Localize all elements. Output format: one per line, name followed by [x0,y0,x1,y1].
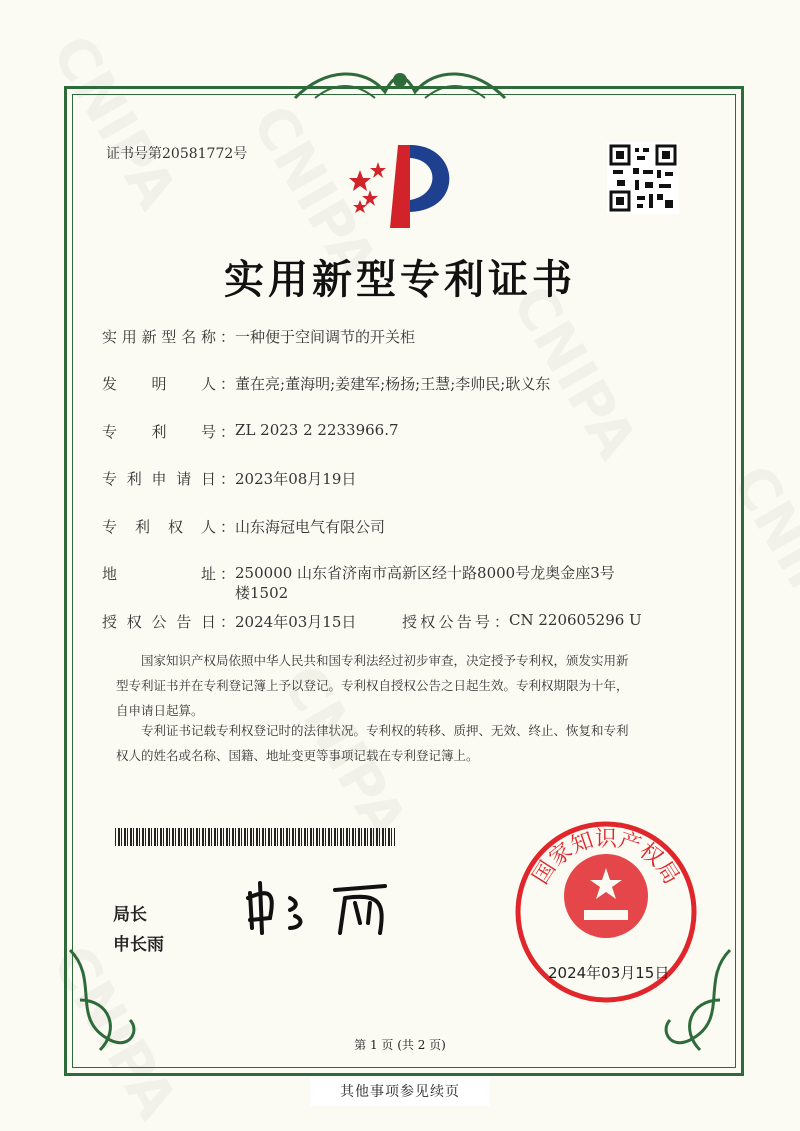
signatory-title: 局长 [113,905,147,925]
page-footer: 第 1 页 (共 2 页) [354,1038,446,1052]
signatory-name: 申长雨 [113,935,164,955]
barcode [115,828,395,846]
field-grant-date [102,611,356,632]
field-value [235,563,615,603]
field-label: 授权公告号 [402,613,490,631]
continuation-note: 其他事项参见续页 [310,1078,490,1106]
statement-paragraph: 专利证书记载专利权登记时的法律状况。专利权的转移、质押、无效、终止、恢复和专利权人的姓名或名称、国籍、地址变更等事项记载在专利登记簿上。 [116,723,629,763]
cnipa-logo [340,140,465,230]
field-inventors [102,373,550,394]
field-value: 2024年03月15日 [235,613,357,631]
field-value: 董在亮;董海明;姜建军;杨扬;王慧;李帅民;耿义东 [235,375,551,393]
field-sep: ： [220,565,236,583]
field-label: 专利权人 [102,518,216,536]
field-value: 2023年08月19日 [235,470,357,488]
certificate-number: 证书号第20581772号 [106,146,248,162]
field-sep: ： [220,613,236,631]
statement-paragraph: 国家知识产权局依照中华人民共和国专利法经过初步审查，决定授予专利权，颁发实用新型专利证书并在专利登记簿上予以登记。专利权自授权公告之日起生效。专利权期限为十年，自申请日起算。 [116,653,629,718]
field-sep: ： [220,375,236,393]
field-label: 授权公告日 [102,613,216,631]
field-sep: ： [220,470,236,488]
field-value: ZL 2023 2 2233966.7 [235,421,399,439]
address-line-1: 250000 山东省济南市高新区经十路8000号龙奥金座3号 [235,564,615,582]
certificate-title: 实用新型专利证书 [224,256,576,303]
field-patentee [102,516,385,537]
field-patent-number [102,421,399,442]
qr-code [607,142,679,214]
top-ornament [285,62,515,108]
field-value: CN 220605296 U [509,611,642,629]
field-label: 发明人 [102,375,216,393]
seal-text: 国家知识产权局 [528,826,684,889]
field-address [102,563,615,603]
field-grant-number [402,611,642,632]
field-name [102,326,415,347]
seal-date: 2024年03月15日 [548,964,670,982]
field-sep: ： [220,518,236,536]
address-line-2: 楼1502 [235,584,289,602]
field-label: 实用新型名称 [102,328,216,346]
handwritten-signature [240,878,420,938]
field-value: 一种便于空间调节的开关柜 [235,328,416,346]
field-application-date [102,468,356,489]
field-value: 山东海冠电气有限公司 [235,518,386,536]
field-sep: ： [220,423,236,441]
field-label: 专利号 [102,423,216,441]
field-label: 地址 [102,565,216,583]
field-sep: ： [494,613,510,631]
field-label: 专利申请日 [102,470,216,488]
field-sep: ： [220,328,236,346]
